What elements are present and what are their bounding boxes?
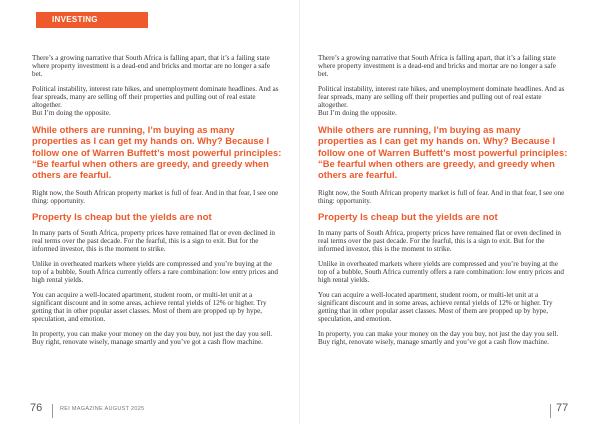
folio-divider	[550, 404, 551, 418]
article-paragraph: In property, you can make your money on the day you buy, not just the day you sell. Buy right, renovate wisely, manage smartly and you’ve got a cash flow machine.	[318, 330, 559, 347]
magazine-issue-label: REI MAGAZINE AUGUST 2025	[60, 406, 145, 412]
right-page	[300, 0, 600, 424]
article-paragraph: Right now, the South African property market is full of fear. And in that fear, I see one thing: opportunity.	[318, 189, 565, 206]
page-number-right: 77	[556, 402, 569, 414]
article-paragraph: But I’m doing the opposite.	[32, 109, 111, 117]
left-article-column	[32, 54, 282, 353]
pull-quote: While others are running, I’m buying as many properties as I can get my hands on. Why? Because I follow one of Warren Buffett’s most powerful principles: “Be fearful when others are greedy, and greedy when others are fearful.	[318, 124, 568, 181]
article-paragraph: There’s a growing narrative that South Africa is falling apart, that it’s a failing state where property investment is a dead-end and bricks and mortar are no longer a safe bet.	[318, 54, 556, 78]
article-paragraph: Unlike in overheated markets where yields are compressed and you’re buying at the top of a bubble, South Africa currently offers a rare combination: low entry prices and high rental yields.	[318, 260, 564, 285]
article-paragraph: In many parts of South Africa, property prices have remained flat or even declined in real terms over the past decade. For the fearful, this is a sign to exit. But for the informed investor, this is the moment to strike.	[318, 229, 561, 254]
article-paragraph: In property, you can make your money on the day you buy, not just the day you sell. Buy right, renovate wisely, manage smartly and you’ve got a cash flow machine.	[32, 330, 273, 347]
article-paragraph: Right now, the South African property market is full of fear. And in that fear, I see one thing: opportunity.	[32, 189, 279, 206]
article-paragraph: Unlike in overheated markets where yields are compressed and you’re buying at the top of a bubble, South Africa currently offers a rare combination: low entry prices and high rental yields.	[32, 260, 278, 285]
article-paragraph: There’s a growing narrative that South Africa is falling apart, that it’s a failing state where property investment is a dead-end and bricks and mortar are no longer a safe bet.	[32, 54, 270, 78]
article-paragraph: Political instability, interest rate hikes, and unemployment dominate headlines. And as fear spreads, many are selling off their properties and pulling out of real estate altogether.	[32, 85, 279, 109]
article-paragraph: Political instability, interest rate hikes, and unemployment dominate headlines. And as fear spreads, many are selling off their properties and pulling out of real estate altogether.	[318, 85, 565, 109]
article-paragraph: But I’m doing the opposite.	[318, 109, 397, 117]
article-paragraph: You can acquire a well-located apartment, student room, or multi-let unit at a significant discount and in some areas, achieve rental yields of 12% or higher. Try getting that in other popular asset classes. Most of them are propped up by hype, speculation, and emotion.	[32, 291, 267, 324]
article-paragraph: In many parts of South Africa, property prices have remained flat or even declined in real terms over the past decade. For the fearful, this is a sign to exit. But for the informed investor, this is the moment to strike.	[32, 229, 275, 254]
subheading: Property Is cheap but the yields are not	[32, 212, 212, 224]
subheading: Property Is cheap but the yields are not	[318, 212, 498, 224]
folio-divider	[52, 404, 53, 418]
pull-quote: While others are running, I’m buying as many properties as I can get my hands on. Why? Because I follow one of Warren Buffett’s most powerful principles: “Be fearful when others are greedy, and greedy when others are fearful.	[32, 124, 282, 181]
article-paragraph: You can acquire a well-located apartment, student room, or multi-let unit at a significant discount and in some areas, achieve rental yields of 12% or higher. Try getting that in other popular asset classes. Most of them are propped up by hype, speculation, and emotion.	[318, 291, 553, 324]
page-number-left: 76	[30, 402, 43, 414]
right-article-column	[318, 54, 568, 353]
section-tab: INVESTING	[36, 12, 148, 28]
